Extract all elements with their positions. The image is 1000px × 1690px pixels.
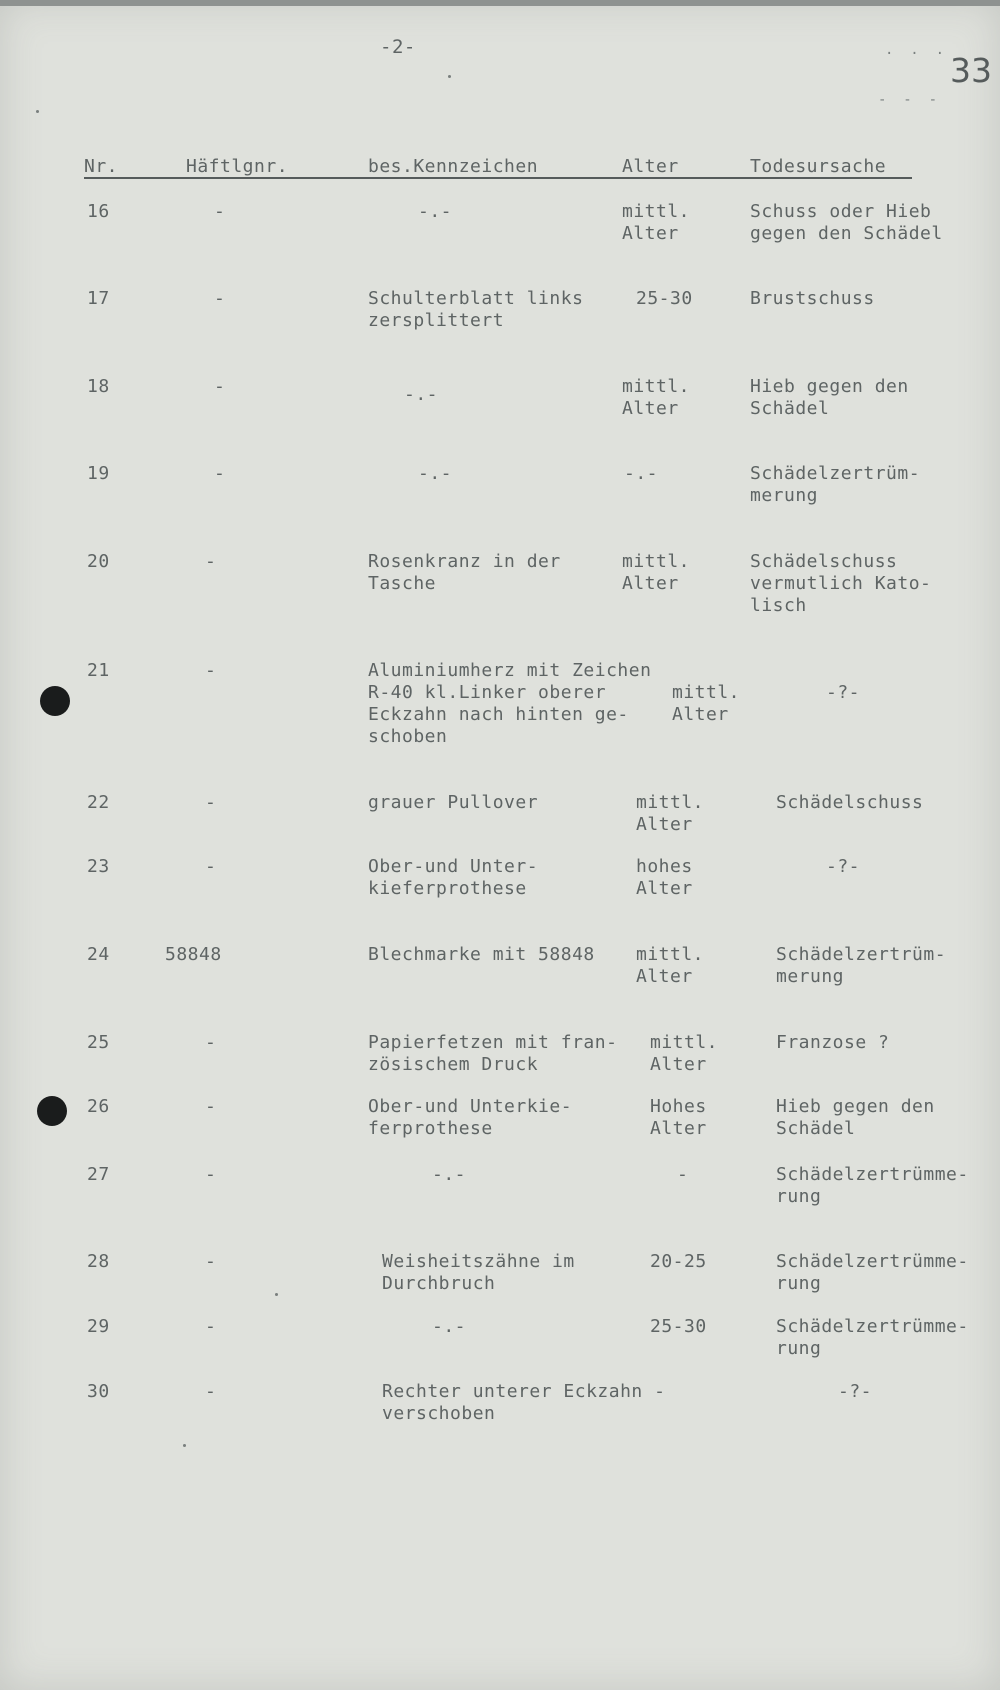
cell-nr: 18 (87, 376, 110, 397)
cell-kennzeichen: -.- (432, 1316, 467, 1337)
cell-alter: mittl. Alter (636, 944, 705, 987)
cell-haeftling: - (205, 856, 217, 877)
cell-todesursache: Schuss oder Hieb gegen den Schädel (750, 201, 943, 244)
cell-haeftling: - (205, 1316, 217, 1337)
cell-nr: 22 (87, 792, 110, 813)
cell-todesursache: Hieb gegen den Schädel (750, 376, 909, 419)
cell-haeftling: - (214, 376, 226, 397)
cell-kennzeichen: Rechter unterer Eckzahn - verschoben (382, 1381, 666, 1424)
paper-speck (36, 110, 39, 113)
cell-todesursache: -?- (826, 682, 861, 703)
cell-kennzeichen: Ober-und Unter- kieferprothese (368, 856, 539, 899)
paper-speck (275, 1293, 278, 1296)
cell-nr: 16 (87, 201, 110, 222)
cell-todesursache: Schädelzertrümme- rung (776, 1251, 969, 1294)
cell-alter: 25-30 (636, 288, 693, 309)
cell-haeftling: 58848 (165, 944, 222, 965)
punch-hole (37, 1096, 67, 1126)
cell-nr: 25 (87, 1032, 110, 1053)
header-nr: Nr. (84, 156, 119, 177)
cell-todesursache: -?- (838, 1381, 873, 1402)
cell-alter: mittl. Alter (622, 551, 691, 594)
cell-nr: 21 (87, 660, 110, 681)
decorative-dashes: - - - (878, 92, 938, 108)
paper-speck (183, 1444, 186, 1447)
cell-alter: hohes Alter (636, 856, 693, 899)
cell-kennzeichen: Ober-und Unterkie- ferprothese (368, 1096, 573, 1139)
cell-kennzeichen: Rosenkranz in der Tasche (368, 551, 561, 594)
cell-todesursache: Franzose ? (776, 1032, 890, 1053)
cell-alter: - (677, 1164, 689, 1185)
cell-haeftling: - (205, 1032, 217, 1053)
folio-number: 33 (950, 51, 992, 90)
cell-kennzeichen: Papierfetzen mit fran- zösischem Druck (368, 1032, 618, 1075)
cell-alter: Hohes Alter (650, 1096, 707, 1139)
cell-nr: 19 (87, 463, 110, 484)
cell-haeftling: - (214, 288, 226, 309)
cell-alter: 20-25 (650, 1251, 707, 1272)
cell-kennzeichen: -.- (418, 463, 453, 484)
decorative-dots: . . . (885, 42, 945, 58)
cell-nr: 27 (87, 1164, 110, 1185)
cell-kennzeichen: Blechmarke mit 58848 (368, 944, 595, 965)
cell-kennzeichen: Weisheitszähne im Durchbruch (382, 1251, 575, 1294)
cell-alter: mittl. Alter (622, 376, 691, 419)
header-todesursache: Todesursache (750, 156, 887, 177)
header-underline (84, 177, 912, 179)
cell-haeftling: - (214, 463, 226, 484)
cell-haeftling: - (205, 1251, 217, 1272)
cell-todesursache: -?- (826, 856, 861, 877)
header-alter: Alter (622, 156, 679, 177)
cell-todesursache: Schädelschuss vermutlich Kato- lisch (750, 551, 932, 616)
cell-kennzeichen: -.- (432, 1164, 467, 1185)
cell-nr: 26 (87, 1096, 110, 1117)
punch-hole (40, 686, 70, 716)
cell-haeftling: - (205, 551, 217, 572)
cell-alter: mittl. Alter (650, 1032, 719, 1075)
cell-todesursache: Schädelzertrümme- rung (776, 1164, 969, 1207)
cell-nr: 28 (87, 1251, 110, 1272)
cell-nr: 29 (87, 1316, 110, 1337)
cell-kennzeichen: -.- (404, 384, 439, 405)
cell-nr: 20 (87, 551, 110, 572)
cell-haeftling: - (205, 660, 217, 681)
cell-kennzeichen: grauer Pullover (368, 792, 539, 813)
cell-alter: mittl. Alter (622, 201, 691, 244)
cell-todesursache: Schädelzertrümme- rung (776, 1316, 969, 1359)
cell-todesursache: Hieb gegen den Schädel (776, 1096, 935, 1139)
paper-speck (448, 75, 451, 78)
header-kennzeichen: bes.Kennzeichen (368, 156, 539, 177)
cell-haeftling: - (205, 1096, 217, 1117)
cell-kennzeichen: -.- (418, 201, 453, 222)
cell-nr: 24 (87, 944, 110, 965)
cell-todesursache: Brustschuss (750, 288, 875, 309)
cell-todesursache: Schädelzertrüm- merung (750, 463, 921, 506)
cell-haeftling: - (214, 201, 226, 222)
cell-haeftling: - (205, 1164, 217, 1185)
header-haeftlingsnummer: Häftlgnr. (186, 156, 289, 177)
cell-alter: -.- (624, 463, 659, 484)
cell-nr: 23 (87, 856, 110, 877)
cell-kennzeichen: Schulterblatt links zersplittert (368, 288, 584, 331)
cell-nr: 17 (87, 288, 110, 309)
cell-alter: mittl. Alter (672, 682, 741, 725)
page-number: -2- (380, 36, 416, 58)
cell-alter: mittl. Alter (636, 792, 705, 835)
cell-alter: 25-30 (650, 1316, 707, 1337)
cell-todesursache: Schädelschuss (776, 792, 924, 813)
cell-todesursache: Schädelzertrüm- merung (776, 944, 947, 987)
cell-haeftling: - (205, 792, 217, 813)
cell-nr: 30 (87, 1381, 110, 1402)
cell-kennzeichen: Aluminiumherz mit Zeichen R-40 kl.Linker oberer Eckzahn nach hinten ge- schoben (368, 660, 652, 747)
cell-haeftling: - (205, 1381, 217, 1402)
